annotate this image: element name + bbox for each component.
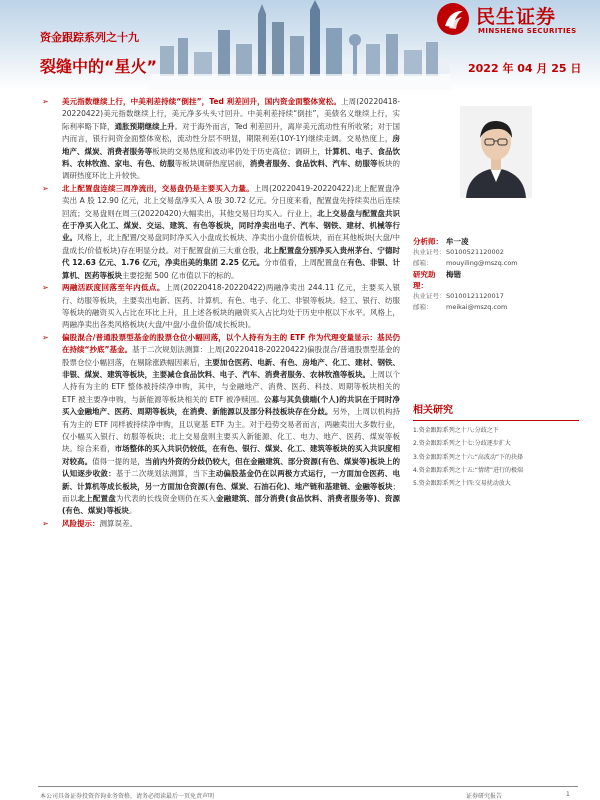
body-text: ；而以 xyxy=(62,481,400,503)
header-banner xyxy=(0,0,600,90)
body-text: 。对于海外而言，Ted 利差回升，离岸美元流动性有所收紧；对于国内而言，银行间资金面整体宽松，流动性分层不明显，期限利差(10Y-1Y)继续走阔。交易热度上， xyxy=(62,121,400,144)
footer-disclaimer: 本公司具备证券投资咨询业务资格，请务必阅读最后一页免责声明 xyxy=(40,793,215,800)
emphasis-text: 北上配置盘分别净买入贵州茅台、宁德时代 12.63 亿元、1.76 亿元，净卖出美的集团 2.25 亿元。 xyxy=(62,245,401,268)
body-text: 上周(20220418-20220422)美元指数继续上行，美元净多头头寸回升。中美利差持续“倒挂”，美债名义继续上行，实际利率略下降， xyxy=(62,97,401,131)
emphasis-text: 主要加仓医药、电新、有色、房地产、化工、建材、钢铁、非银、煤炭、建筑等板块，主要减仓食品饮料、电子、汽车、消费者服务、农林牧渔等板块。 xyxy=(62,357,401,379)
analyst-cert: S0100521120002 xyxy=(446,248,504,256)
body-text: 分市值看，上周配置盘在 xyxy=(264,258,348,268)
body-text: 上周(20220418-20220422)两融净卖出 244.11 亿元，主要买入银行、纺服等板块，主要卖出电新、医药、计算机、有色、电子、化工、非银等板块。轻工、银行、纺服等板块的融资买入占比在环比上升，且上述各板块的融资买入占比均处于历史中枢以下水平。风格上，两融净卖出各类风格板块(大盘/中盘/小盘价值/成长板块)。 xyxy=(62,283,400,330)
related-research-item[interactable]: 5.资金跟踪系列之十四:交易扰动放大 xyxy=(413,480,511,488)
body-text: 上周以个人持有为主的 ETF 整体被持续净申购，其中，与金融地产、消费、医药、科技、周期等板块相关的 ETF 被主要净申购，与新能源等板块相关的 ETF 被净赎回。 xyxy=(62,369,401,404)
summary-paragraph xyxy=(38,183,400,282)
summary-paragraph xyxy=(38,282,400,332)
body-text: 另外，上周以机构持有为主的 ETF 同样被持续净申购，且以宽基 ETF 为主。对于趋势交易者而言，两融卖出大多数行业，仅小幅买入银行、纺服等板块；北上交易盘则主要买入新能源、化工、电力、地产、医药、煤炭等板块。综合来看， xyxy=(62,407,401,454)
analyst-cert-row xyxy=(413,247,579,258)
assistant-email-label: 邮箱： xyxy=(413,303,433,311)
footer-report-type: 证券研究报告 xyxy=(466,793,503,800)
paragraph-heading: 偏股混合/普通股票型基金的股票仓位小幅回落，以个人持有为主的 ETF 作为代理变量显示：基民仍在持续“抄底”基金。 xyxy=(62,332,400,355)
bullet-arrow-icon: ➢ xyxy=(42,183,49,193)
report-title: 裂缝中的“星火” xyxy=(40,57,158,76)
assistant-row xyxy=(413,269,579,291)
paragraph-heading: 风险提示： xyxy=(62,518,100,528)
emphasis-text: 消费者服务、食品饮料、汽车、纺服等 xyxy=(249,159,378,169)
analyst-row xyxy=(413,236,579,247)
body-text: 基于二次规划法测算：上周(20220418-20220422)偏股混合/普通股票型基金的股票仓位小幅回落，在剔除涨跌幅因素后， xyxy=(62,345,400,367)
assistant-cert-row xyxy=(413,291,579,302)
paragraph-heading: 北上配置盘连续三周净流出，交易盘仍是主要买入力量。 xyxy=(62,183,254,193)
related-research-title: 相关研究 xyxy=(413,401,579,421)
analyst-photo xyxy=(460,106,532,198)
summary-paragraph xyxy=(38,518,400,530)
analyst-email-row xyxy=(413,258,579,269)
bullet-arrow-icon: ➢ xyxy=(42,518,49,528)
assistant-name: 梅锴 xyxy=(446,270,461,279)
body-text: 上周(20220419-20220422)北上配置盘净卖出 A 股 12.90 亿元，北上交易盘净买入 A 股 30.72 亿元。分日度来看，配置盘先持续卖出后连续回流；交易盘则在周三(20220420)大幅卖出，其他交易日均买入。行业上， xyxy=(62,183,401,218)
emphasis-text: 北上配置盘 xyxy=(77,494,116,503)
related-research-item[interactable]: 4.资金跟踪系列之十五:“情绪”进行的极端 xyxy=(413,466,523,474)
city-skyline-image xyxy=(150,0,450,90)
summary-paragraph xyxy=(38,332,400,518)
analyst-cert-label: 执业证号： xyxy=(413,248,446,256)
body-text: 为代表的长线资金则仍在买入 xyxy=(115,494,216,503)
bullet-arrow-icon: ➢ xyxy=(42,332,49,342)
emphasis-text: 有色、非银、计算机、医药等板块 xyxy=(62,258,400,280)
minsheng-logo-icon xyxy=(436,2,470,36)
bullet-arrow-icon: ➢ xyxy=(42,97,49,106)
related-research xyxy=(413,401,579,490)
analyst-info xyxy=(413,236,579,313)
footer-divider xyxy=(38,786,578,787)
emphasis-text: 通胀预期继续上升 xyxy=(114,121,175,131)
related-research-item[interactable]: 3.资金跟踪系列之十六:“高波动”下的抉择 xyxy=(413,453,523,461)
body-text: 基于二次规划法测算，当下 xyxy=(115,469,209,479)
page-number: 1 xyxy=(566,791,570,798)
body-text: 主要挖掘 500 亿市值以下的标的。 xyxy=(122,270,239,280)
assistant-cert: S0100121120017 xyxy=(446,292,504,300)
emphasis-text: 公募与其负债端(个人)的共识在于同时净买入金融地产、医药、周期等板块，在消费、新能源以及部分科技板块存在分歧。 xyxy=(62,394,400,417)
body-text: 测算误差。 xyxy=(99,518,137,528)
summary-paragraph xyxy=(38,96,400,183)
emphasis-text: 主动偏股基金仍在以两极方式运行，一方面加仓医药、电新、计算机等成长板块，另一方面加仓资源(有色、煤炭、石油石化)、地产链和基建链、金融等板块 xyxy=(62,469,401,491)
analyst-email[interactable]: mouyiling@mszq.com xyxy=(446,259,518,267)
report-series: 资金跟踪系列之十九 xyxy=(40,31,139,44)
page-footer xyxy=(0,778,600,800)
minsheng-logo xyxy=(436,2,586,38)
analyst-label: 分析师： xyxy=(413,237,443,246)
analyst-email-label: 邮箱： xyxy=(413,259,433,267)
emphasis-text: 金融建筑、部分消费(食品饮料、消费者服务等)、资源(有色、煤炭)等板块 xyxy=(62,494,401,516)
report-summary xyxy=(38,96,400,530)
assistant-label: 研究助理： xyxy=(413,270,436,290)
emphasis-text: 北上交易盘与配置盘共识在于净买入化工、煤炭、交运、建筑、有色等板块，同时净卖出电子、汽车、钢铁、建材、机械等行业。 xyxy=(62,208,401,243)
related-research-item[interactable]: 1.资金跟踪系列之十八:分歧之下 xyxy=(413,427,499,434)
body-text: 板块的交易热度和波动率仍处于历史高位；调研上， xyxy=(152,146,325,156)
related-research-item[interactable]: 2.资金跟踪系列之十七:分歧逐步扩大 xyxy=(413,440,511,448)
bullet-arrow-icon: ➢ xyxy=(42,283,49,293)
body-text: 板块的调研热度环比上升较快。 xyxy=(62,159,401,181)
emphasis-text: 房地产、煤炭、消费者服务等 xyxy=(62,134,400,156)
assistant-cert-label: 执业证号： xyxy=(413,292,446,300)
paragraph-heading: 美元指数继续上行，中美利差持续“倒挂”，Ted 利差回升，国内资金面整体宽松。 xyxy=(62,97,341,106)
emphasis-text: 当前内外资的分歧仍较大，但在金融建筑、部分资源(有色、煤炭等)板块上的认知逐步收敛： xyxy=(62,456,401,479)
related-research-list xyxy=(413,424,579,490)
body-text: 风格上，北上配置/交易盘同时净买入小盘成长板块、净卖出小盘价值板块，而在其他板块(大盘/中盘成长/价值板块)存在明显分歧。对于配置盘前三大重仓股， xyxy=(62,233,401,255)
brand-name-en: MINSHENG SECURITIES xyxy=(478,27,577,35)
emphasis-text: 计算机、电子、食品饮料、农林牧渔、家电、有色、纺服 xyxy=(62,146,401,169)
body-text: 值得一提的是， xyxy=(92,456,145,466)
paragraph-heading: 两融活跃度回落至年内低点。 xyxy=(62,283,165,293)
brand-name-cn: 民生证券 xyxy=(476,6,557,28)
body-text: 。 xyxy=(128,506,137,516)
emphasis-text: 市场整体的买入共识仍较低，在有色、银行、煤炭、化工、建筑等板块的买入共识度相对较高。 xyxy=(62,444,401,466)
report-date: 2022 年 04 月 25 日 xyxy=(468,62,582,75)
assistant-email-row xyxy=(413,302,579,313)
assistant-email[interactable]: meikai@mszq.com xyxy=(446,303,508,311)
analyst-name: 牟一凌 xyxy=(446,237,469,246)
body-text: 等板块调研热度居前， xyxy=(174,159,250,169)
